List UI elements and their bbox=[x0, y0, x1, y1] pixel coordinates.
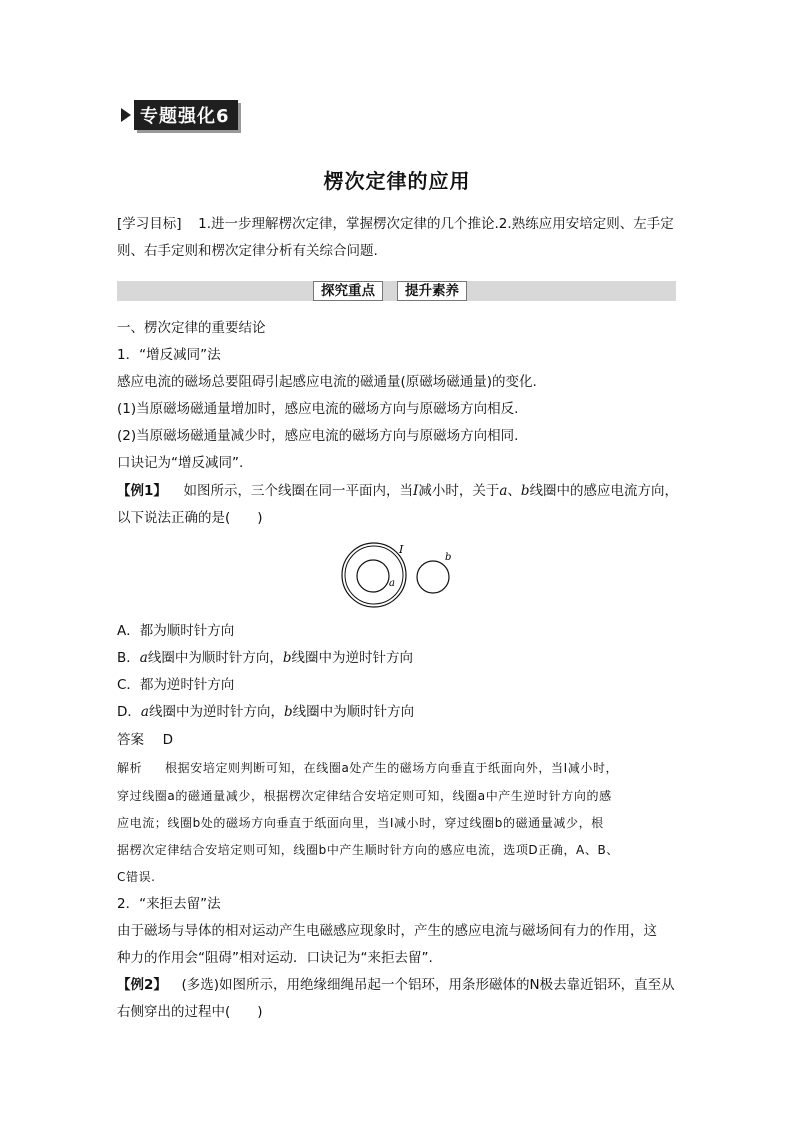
var-b: b bbox=[520, 483, 530, 499]
analysis-line: 据楞次定律结合安培定则可知，线圈b中产生顺时针方向的感应电流，选项D正确，A、B、 bbox=[117, 843, 619, 857]
coil-I-outer bbox=[342, 543, 406, 607]
section-banner-right: 提升素养 bbox=[397, 281, 467, 301]
point-2-title: 2．“来拒去留”法 bbox=[117, 896, 221, 912]
option-letter: A． bbox=[117, 623, 140, 639]
question-text: 如图所示，三个线圈在同一平面内，当 bbox=[183, 483, 413, 499]
coil-b bbox=[417, 561, 449, 593]
option-d bbox=[117, 702, 414, 722]
objectives-line-1: 1.进一步理解楞次定律，掌握楞次定律的几个推论.2.熟练应用安培定则、左手定 bbox=[198, 216, 674, 232]
option-letter: D． bbox=[117, 704, 141, 720]
coils-figure bbox=[335, 538, 465, 610]
var-b: b bbox=[282, 650, 292, 666]
play-arrow-icon bbox=[118, 100, 134, 130]
var-I: I bbox=[413, 483, 419, 499]
option-b bbox=[117, 648, 413, 668]
answer bbox=[117, 730, 173, 750]
analysis-line: 穿过线圈a的磁通量减少，根据楞次定律结合安培定则可知，线圈a中产生逆时针方向的感 bbox=[117, 789, 612, 803]
option-text: 都为逆时针方向 bbox=[139, 677, 235, 693]
paragraph: 感应电流的磁场总要阻碍引起感应电流的磁通量(原磁场磁通量)的变化. bbox=[117, 374, 537, 390]
option-text: 都为顺时针方向 bbox=[139, 623, 235, 639]
analysis-text: 根据安培定则判断可知，在线圈a处产生的磁场方向垂直于纸面向外，当I减小时， bbox=[165, 761, 619, 775]
var-a: a bbox=[139, 650, 148, 666]
paragraph: 口诀记为“增反减同”. bbox=[117, 455, 244, 471]
analysis-line: 应电流；线圈b处的磁场方向垂直于纸面向里，当I减小时，穿过线圈b的磁通量减少，根 bbox=[117, 816, 604, 830]
section-heading: 一、楞次定律的重要结论 bbox=[117, 320, 266, 336]
question-text: 、 bbox=[507, 483, 521, 499]
option-c bbox=[117, 675, 234, 695]
multi-select-tag: (多选) bbox=[181, 977, 220, 993]
var-a: a bbox=[140, 704, 149, 720]
answer-label: 答案 bbox=[117, 732, 144, 748]
question-text: 如图所示，用绝缘细绳吊起一个铝环，用条形磁体的N极去靠近铝环，直至从 bbox=[219, 977, 675, 993]
label-a: a bbox=[389, 578, 395, 589]
option-text: 线圈中为逆时针方向 bbox=[291, 650, 413, 666]
label-I: I bbox=[399, 543, 404, 556]
paragraph: (1)当原磁场磁通量增加时，感应电流的磁场方向与原磁场方向相反. bbox=[117, 401, 519, 417]
analysis-label: 解析 bbox=[117, 761, 143, 775]
option-text: 线圈中为逆时针方向， bbox=[148, 704, 284, 720]
option-text: 线圈中为顺时针方向， bbox=[147, 650, 283, 666]
topic-badge-label: 专题强化6 bbox=[134, 100, 238, 130]
answer-value: D bbox=[162, 732, 173, 748]
objectives-line-2: 则、右手定则和楞次定律分析有关综合问题. bbox=[117, 243, 378, 259]
option-text: 线圈中为顺时针方向 bbox=[292, 704, 415, 720]
label-b: b bbox=[445, 552, 452, 563]
question-text: 线圈中的感应电流方向， bbox=[529, 483, 679, 499]
paragraph: (2)当原磁场磁通量减少时，感应电流的磁场方向与原磁场方向相同. bbox=[117, 428, 519, 444]
point-1-title: 1．“增反减同”法 bbox=[117, 347, 221, 363]
example-1-question-line-2: 以下说法正确的是( ) bbox=[117, 510, 263, 526]
coil-I-inner bbox=[345, 546, 403, 604]
paragraph: 种力的作用会“阻碍”相对运动．口诀记为“来拒去留”. bbox=[117, 950, 433, 966]
example-label: 【例2】 bbox=[117, 977, 167, 993]
topic-badge bbox=[118, 100, 238, 130]
section-banner-left: 探究重点 bbox=[313, 281, 383, 301]
var-b: b bbox=[283, 704, 293, 720]
option-a bbox=[117, 621, 234, 641]
coil-a bbox=[357, 560, 389, 592]
example-label: 【例1】 bbox=[117, 483, 167, 499]
example-2-question bbox=[117, 975, 675, 995]
example-2-question-line-2: 右侧穿出的过程中( ) bbox=[117, 1004, 263, 1020]
option-letter: B． bbox=[117, 650, 140, 666]
var-a: a bbox=[499, 483, 508, 499]
learning-objectives bbox=[117, 214, 674, 234]
objectives-label: [学习目标] bbox=[117, 216, 182, 232]
paragraph: 由于磁场与导体的相对运动产生电磁感应现象时，产生的感应电流与磁场间有力的作用，这 bbox=[117, 923, 657, 939]
page-title: 楞次定律的应用 bbox=[323, 169, 471, 193]
example-1-question bbox=[117, 481, 678, 501]
analysis-line: C错误. bbox=[117, 870, 156, 884]
analysis-line bbox=[117, 758, 618, 778]
question-text: 减小时，关于 bbox=[418, 483, 500, 499]
option-letter: C． bbox=[117, 677, 140, 693]
